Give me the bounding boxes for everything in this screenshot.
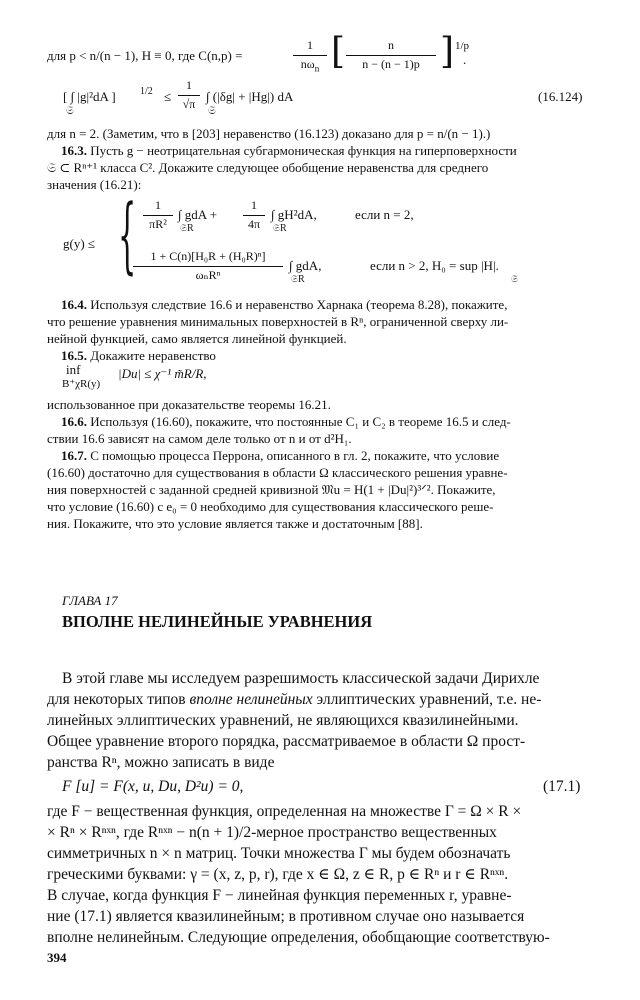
exercise-16-3-line-2: 𝔖 ⊂ Rⁿ⁺¹ класса C². Докажите следующее обобщение неравенства для среднего: [47, 160, 489, 175]
frac3-numerator: 1: [186, 78, 192, 92]
case1-integral-2: ∫ gH²dA,: [271, 207, 317, 222]
case1-integral: ∫ gdA +: [178, 207, 218, 222]
exercise-16-4-line-2: что решение уравнения минимальных поверхностей в Rⁿ, ограниченной сверху ли-: [47, 314, 509, 329]
body-line-2: для некоторых типов вполне нелинейных эллиптических уравнений, т.е. не-: [47, 691, 542, 708]
body-line-8: симметричных n × n матриц. Точки множества Γ мы будем обозначать: [47, 845, 511, 862]
page-number: 394: [47, 950, 67, 965]
exercise-16-6-line-2: ствии 16.6 зависят на самом деле только от n и от d²H₁.: [47, 431, 352, 446]
case2-frac-bar: [133, 266, 283, 267]
inf-operator: inf: [66, 362, 81, 377]
case2-condition: если n > 2, H₀ = sup |H|.: [370, 258, 499, 273]
frac1-denominator: $n\omega_n$: [300, 57, 320, 74]
exercise-16-7-line-2: (16.60) достаточно для существования в области Ω классического решения уравне-: [47, 465, 508, 480]
equation-number-17-1: (17.1): [543, 778, 581, 795]
equation-number-16-124: (16.124): [538, 89, 583, 104]
exercise-16-7-line-3: ния поверхностей с заданной средней кривизной 𝔐u = H(1 + |Du|²)³ᐟ². Покажите,: [47, 482, 496, 497]
exercise-16-4-line-1: 16.4. Используя следствие 16.6 и неравенство Харнака (теорема 8.28), покажите,: [61, 297, 508, 312]
right-bracket: ]: [440, 31, 455, 72]
chapter-label: ГЛАВА 17: [62, 593, 118, 608]
case2-frac-numerator: 1 + C(n)[H₀R + (H₀R)ⁿ]: [150, 249, 266, 263]
body-line-10: В случае, когда функция F − линейная функция переменных r, уравне-: [47, 887, 512, 904]
left-bracket: [: [331, 31, 346, 72]
integral-subscript-2: 𝔖: [208, 105, 216, 117]
inf-subscript: B⁺χR(y): [62, 378, 101, 390]
case1-frac-denominator: πR²: [149, 217, 167, 231]
exercise-16-7-line-1: 16.7. С помощью процесса Перрона, описанного в гл. 2, покажите, что условие: [61, 448, 500, 463]
case2-subscript: 𝔖R: [291, 274, 305, 285]
exercise-16-7-line-5: ния. Покажите, что это условие является также и достаточным [88].: [47, 516, 423, 531]
body-line-3: линейных эллиптических уравнений, не являющихся квазилинейными.: [47, 712, 519, 729]
body-line-4: Общее уравнение второго порядка, рассматриваемое в области Ω прост-: [47, 733, 526, 750]
case1-frac2-denominator: 4π: [247, 217, 261, 231]
gradient-estimate: |Du| ≤ χ⁻¹ m̃R/R,: [118, 366, 207, 381]
body-line-7: × Rⁿ × Rⁿˣⁿ, где Rⁿˣⁿ − n(n + 1)/2-мерное пространство вещественных: [47, 824, 497, 841]
equation-17-1: F [u] = F(x, u, Du, D²u) = 0,: [62, 778, 244, 795]
case1-frac-numerator: 1: [155, 198, 161, 212]
case1-frac-bar: [143, 215, 173, 216]
frac1-numerator: 1: [307, 38, 313, 52]
exercise-16-5-line-2: использованное при доказательстве теоремы 16.21.: [47, 397, 331, 412]
exercise-16-3-line-1: 16.3. Пусть g − неотрицательная субгармоническая функция на гиперповерхности: [61, 143, 517, 158]
body-line-11: ние (17.1) является квазилинейным; в противном случае оно называется: [47, 908, 525, 925]
body-line-12: вполне нелинейным. Следующие определения, обобщающие соответствую-: [47, 929, 550, 946]
case1-condition: если n = 2,: [355, 207, 414, 222]
formula-line-2-left: [ ∫ |g|²dA ]: [63, 89, 116, 104]
frac2-denominator: n − (n − 1)p: [362, 57, 420, 71]
exercise-16-6-line-1: 16.6. Используя (16.60), покажите, что постоянные C₁ и C₂ в теореме 16.5 и след-: [61, 414, 511, 429]
body-line-1: В этой главе мы исследуем разрешимость классической задачи Дирихле: [62, 670, 540, 687]
sup-subscript: 𝔖: [511, 274, 519, 285]
power-1-over-2: 1/2: [140, 86, 153, 97]
exercise-16-4-line-3: нейной функцией, само является линейной функцией.: [47, 331, 347, 346]
case2-frac-denominator: ωₙRⁿ: [195, 268, 221, 282]
line-end-dot: .: [463, 52, 467, 67]
left-curly-brace: {: [118, 188, 137, 283]
case1-frac2-numerator: 1: [251, 198, 257, 212]
frac2-bar: [346, 55, 436, 56]
le-sign: ≤: [164, 89, 172, 104]
case1-subscript-1: 𝔖R: [180, 223, 194, 234]
frac2-numerator: n: [388, 38, 394, 52]
case1-subscript-2: 𝔖R: [273, 223, 287, 234]
case1-frac2-bar: [243, 215, 265, 216]
integral-subscript-1: 𝔖: [66, 105, 74, 117]
frac3-denominator: √π: [182, 97, 196, 111]
frac1-bar: [293, 55, 327, 56]
exercise-16-7-line-4: что условие (16.60) с e₀ = 0 необходимо для существования классического реше-: [47, 499, 494, 514]
chapter-title: ВПОЛНЕ НЕЛИНЕЙНЫЕ УРАВНЕНИЯ: [62, 612, 373, 631]
power-1-over-p: 1/p: [455, 40, 470, 52]
g-of-y-le: g(y) ≤: [63, 236, 96, 251]
body-line-6: где F − вещественная функция, определенная на множестве Γ = Ω × R ×: [47, 803, 522, 820]
formula-line-1-text: для p < n/(n − 1), H ≡ 0, где C(n,p) =: [47, 48, 243, 63]
body-line-9: греческими буквами: γ = (x, z, p, r), где x ∈ Ω, z ∈ R, p ∈ Rⁿ и r ∈ Rⁿˣⁿ.: [47, 866, 509, 883]
exercise-16-3-line-3: значения (16.21):: [47, 177, 142, 192]
frac3-bar: [178, 95, 200, 96]
case2-integral: ∫ gdA,: [289, 258, 322, 273]
formula-line-2-right: ∫ (|δg| + |Hg|) dA: [206, 89, 294, 104]
formula-line-3: для n = 2. (Заметим, что в [203] неравенство (16.123) доказано для p = n/(n − 1).): [47, 126, 491, 141]
exercise-16-5-line-1: 16.5. Докажите неравенство: [61, 348, 216, 363]
body-line-5: ранства Rⁿ, можно записать в виде: [47, 754, 275, 771]
